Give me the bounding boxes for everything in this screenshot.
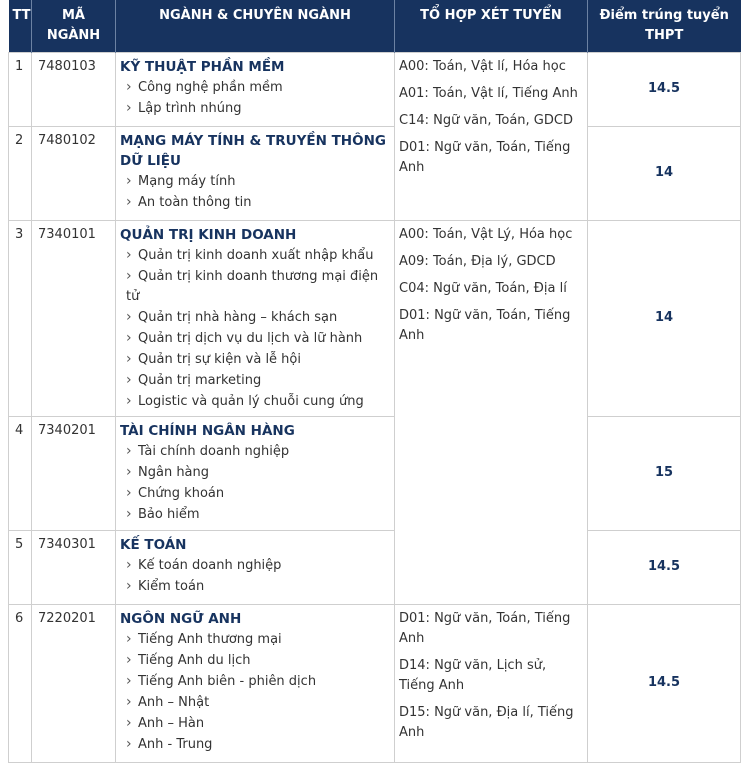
row-code: 7340301 <box>32 530 116 604</box>
row-major <box>116 126 395 220</box>
specialization-list <box>120 555 390 597</box>
admission-table <box>8 0 741 763</box>
major-title: MẠNG MÁY TÍNH & TRUYỀN THÔNG DỮ LIỆU <box>120 132 386 169</box>
list-item: › Logistic và quản lý chuỗi cung ứng <box>126 391 390 412</box>
specialization-list <box>120 441 390 525</box>
list-item: › Anh – Hàn <box>126 713 390 734</box>
row-score: 14.5 <box>588 52 741 126</box>
list-item: › Quản trị dịch vụ du lịch và lữ hành <box>126 328 390 349</box>
list-item: › Lập trình nhúng <box>126 98 390 119</box>
row-major <box>116 604 395 762</box>
row-major <box>116 530 395 604</box>
list-item: › Quản trị marketing <box>126 370 390 391</box>
specialization-list <box>120 77 390 119</box>
row-tt: 1 <box>9 52 32 126</box>
header-row <box>9 0 741 52</box>
row-score: 15 <box>588 416 741 530</box>
list-item: › Mạng máy tính <box>126 171 390 192</box>
row-major <box>116 52 395 126</box>
row-score: 14.5 <box>588 530 741 604</box>
header-tt: TT <box>9 0 32 52</box>
combo-item: D01: Ngữ văn, Toán, Tiếng Anh <box>399 610 571 646</box>
table-row <box>9 416 741 530</box>
row-code: 7340101 <box>32 220 116 416</box>
row-code: 7480103 <box>32 52 116 126</box>
header-ma-nganh: MÃ NGÀNH <box>32 0 116 52</box>
row-tt: 6 <box>9 604 32 762</box>
major-title: KẾ TOÁN <box>120 536 187 553</box>
row-code: 7220201 <box>32 604 116 762</box>
combo-item: D01: Ngữ văn, Toán, Tiếng Anh <box>399 139 571 175</box>
list-item: › Anh – Nhật <box>126 692 390 713</box>
row-score: 14 <box>588 126 741 220</box>
list-item: › An toàn thông tin <box>126 192 390 213</box>
row-tt: 2 <box>9 126 32 220</box>
combo-item: C14: Ngữ văn, Toán, GDCD <box>399 112 573 128</box>
list-item: › Tài chính doanh nghiệp <box>126 441 390 462</box>
list-item: › Quản trị sự kiện và lễ hội <box>126 349 390 370</box>
list-item: › Anh - Trung <box>126 734 390 755</box>
row-tt: 3 <box>9 220 32 416</box>
list-item: › Quản trị kinh doanh xuất nhập khẩu <box>126 245 390 266</box>
specialization-list <box>120 171 390 213</box>
list-item: › Ngân hàng <box>126 462 390 483</box>
table-row <box>9 604 741 762</box>
row-code: 7340201 <box>32 416 116 530</box>
list-item: › Tiếng Anh thương mại <box>126 629 390 650</box>
list-item: › Tiếng Anh biên - phiên dịch <box>126 671 390 692</box>
specialization-list <box>120 629 390 755</box>
list-item: › Tiếng Anh du lịch <box>126 650 390 671</box>
row-score: 14.5 <box>588 604 741 762</box>
header-nganh: NGÀNH & CHUYÊN NGÀNH <box>116 0 395 52</box>
major-title: NGÔN NGỮ ANH <box>120 610 242 627</box>
combo-cell <box>395 52 588 220</box>
combo-item: A01: Toán, Vật lí, Tiếng Anh <box>399 85 578 101</box>
combo-item: C04: Ngữ văn, Toán, Địa lí <box>399 280 567 296</box>
major-title: QUẢN TRỊ KINH DOANH <box>120 226 297 243</box>
table-row <box>9 126 741 220</box>
combo-cell <box>395 220 588 604</box>
row-code: 7480102 <box>32 126 116 220</box>
header-to-hop: TỔ HỢP XÉT TUYỂN <box>395 0 588 52</box>
combo-item: D14: Ngữ văn, Lịch sử, Tiếng Anh <box>399 657 547 693</box>
combo-item: A00: Toán, Vật Lý, Hóa học <box>399 226 573 242</box>
table-row <box>9 530 741 604</box>
list-item: › Công nghệ phần mềm <box>126 77 390 98</box>
major-title: TÀI CHÍNH NGÂN HÀNG <box>120 422 295 439</box>
major-title: KỸ THUẬT PHẦN MỀM <box>120 58 285 75</box>
combo-cell <box>395 604 588 762</box>
row-tt: 4 <box>9 416 32 530</box>
list-item: › Kế toán doanh nghiệp <box>126 555 390 576</box>
list-item: › Chứng khoán <box>126 483 390 504</box>
row-tt: 5 <box>9 530 32 604</box>
header-diem: Điểm trúng tuyển THPT <box>588 0 741 52</box>
table-row <box>9 220 741 416</box>
combo-item: A09: Toán, Địa lý, GDCD <box>399 253 556 269</box>
row-major <box>116 220 395 416</box>
list-item: › Quản trị nhà hàng – khách sạn <box>126 307 390 328</box>
combo-item: D15: Ngữ văn, Địa lí, Tiếng Anh <box>399 704 574 740</box>
table-row <box>9 52 741 126</box>
list-item: › Bảo hiểm <box>126 504 390 525</box>
row-major <box>116 416 395 530</box>
combo-item: D01: Ngữ văn, Toán, Tiếng Anh <box>399 307 571 343</box>
row-score: 14 <box>588 220 741 416</box>
specialization-list <box>120 245 390 412</box>
list-item: › Quản trị kinh doanh thương mại điện tử <box>126 266 390 307</box>
combo-item: A00: Toán, Vật lí, Hóa học <box>399 58 566 74</box>
list-item: › Kiểm toán <box>126 576 390 597</box>
